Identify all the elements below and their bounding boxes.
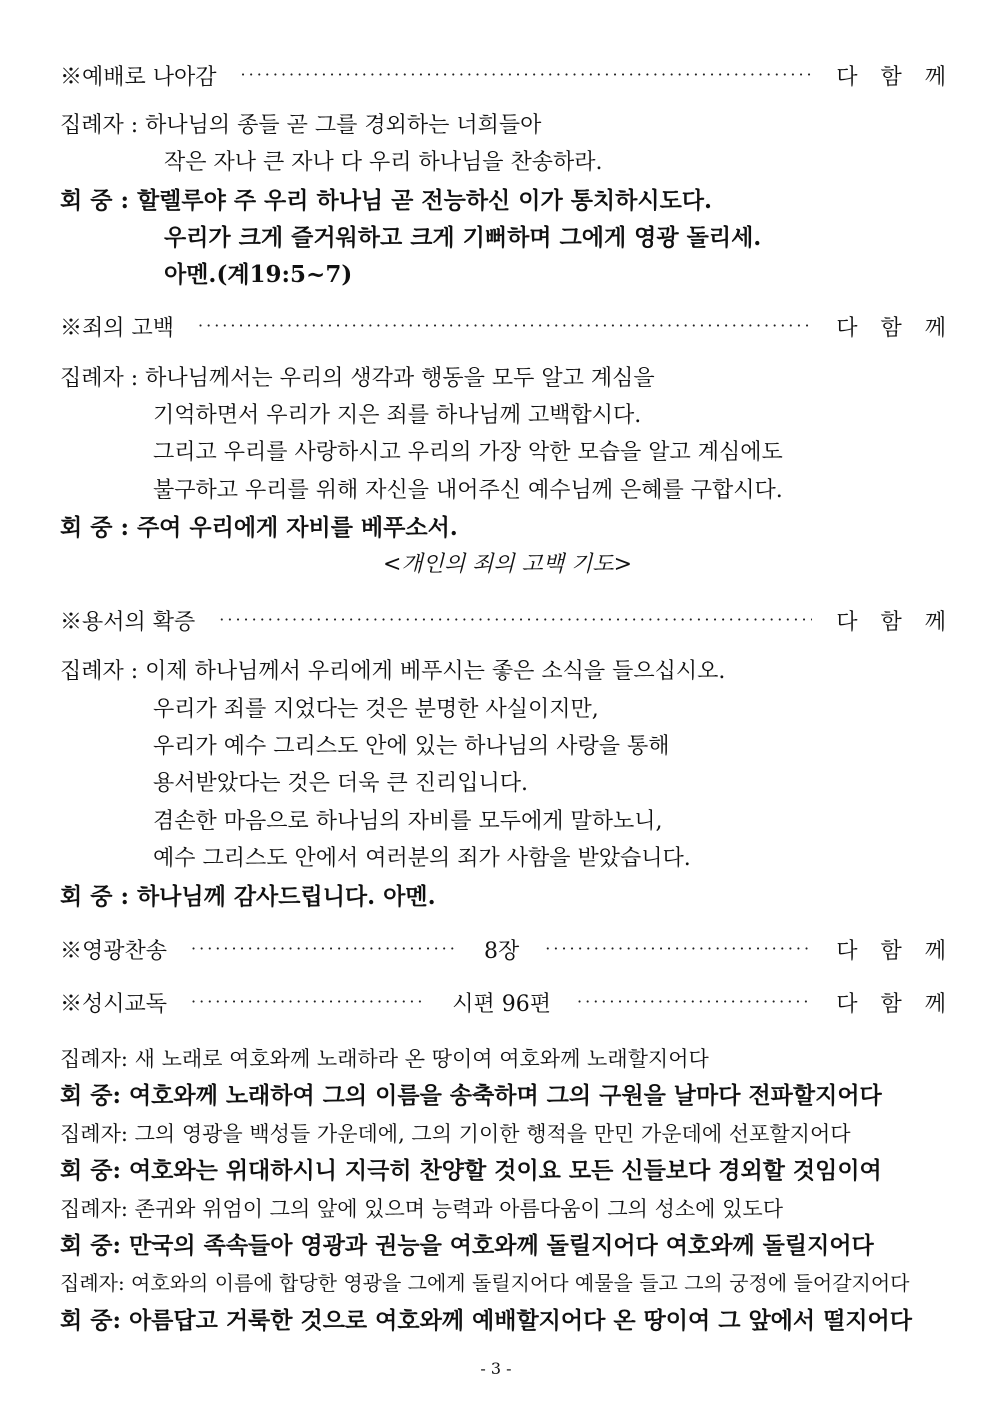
congregation-line: 우리가 크게 즐거워하고 크게 기뻐하며 그에게 영광 돌리세. xyxy=(164,224,762,251)
liturgy-line: 기억하면서 우리가 지은 죄를 하나님께 고백합시다. xyxy=(153,403,642,428)
section-title: ※영광찬송 xyxy=(60,938,168,964)
reading-leader-line: 집례자: 그의 영광을 백성들 가운데에, 그의 기이한 행적을 만민 가운데에 선포할지어다 xyxy=(60,1122,851,1146)
hymn-number: 8장 xyxy=(484,938,520,964)
liturgy-line: 불구하고 우리를 위해 자신을 내어주신 예수님께 은혜를 구합시다. xyxy=(153,478,783,503)
reading-congregation-line: 회 중: 여호와께 노래하여 그의 이름을 송축하며 그의 구원을 날마다 전파할지어다 xyxy=(60,1082,882,1109)
section-participants: 다 함 께 xyxy=(836,938,955,964)
leader-dots xyxy=(191,987,426,1017)
reading-leader-line: 집례자: 새 노래로 여호와께 노래하라 온 땅이여 여호와께 노래할지어다 xyxy=(60,1047,709,1071)
leader-dots xyxy=(545,934,812,964)
section-participants: 다 함 께 xyxy=(836,991,955,1017)
liturgy-line: 집례자 : 이제 하나님께서 우리에게 베푸시는 좋은 소식을 들으십시오. xyxy=(60,659,726,684)
reading-congregation-line: 회 중: 아름답고 거룩한 것으로 여호와께 예배할지어다 온 땅이여 그 앞에서 떨지어다 xyxy=(60,1307,912,1334)
congregation-line: 회 중 : 하나님께 감사드립니다. 아멘. xyxy=(60,883,436,910)
liturgy-line: 우리가 예수 그리스도 안에 있는 하나님의 사랑을 통해 xyxy=(153,734,670,759)
leader-dots xyxy=(191,934,458,964)
reading-leader-line: 집례자: 여호와의 이름에 합당한 영광을 그에게 돌릴지어다 예물을 들고 그의 궁정에 들어갈지어다 xyxy=(60,1271,910,1295)
section-title: ※죄의 고백 xyxy=(60,315,175,341)
scripture-reference: 아멘.(계19:5~7) xyxy=(164,261,353,288)
section-title: ※성시교독 xyxy=(60,991,168,1017)
liturgy-line: 집례자 : 하나님께서는 우리의 생각과 행동을 모두 알고 계심을 xyxy=(60,366,655,391)
reading-congregation-line: 회 중: 여호와는 위대하시니 지극히 찬양할 것이요 모든 신들보다 경외할 것임이여 xyxy=(60,1157,882,1184)
leader-dots xyxy=(241,60,813,90)
congregation-line: 회 중 : 주여 우리에게 자비를 베푸소서. xyxy=(60,514,458,541)
leader-dots xyxy=(198,311,812,341)
liturgy-line: 예수 그리스도 안에서 여러분의 죄가 사함을 받았습니다. xyxy=(153,846,691,871)
leader-dots xyxy=(577,987,812,1017)
section-participants: 다 함 께 xyxy=(836,64,954,90)
section-participants: 다 함 께 xyxy=(836,609,954,635)
section-heading-confession xyxy=(60,311,954,341)
section-heading-responsive-reading xyxy=(60,987,955,1017)
liturgy-line: 우리가 죄를 지었다는 것은 분명한 사실이지만, xyxy=(153,697,599,722)
page-number: - 3 - xyxy=(480,1359,512,1378)
liturgy-line: 그리고 우리를 사랑하시고 우리의 가장 악한 모습을 알고 계심에도 xyxy=(153,440,783,465)
section-title: ※예배로 나아감 xyxy=(60,64,217,90)
section-title: ※용서의 확증 xyxy=(60,609,196,635)
congregation-line: 회 중 : 할렐루야 주 우리 하나님 곧 전능하신 이가 통치하시도다. xyxy=(60,187,713,214)
reading-leader-line: 집례자: 존귀와 위엄이 그의 앞에 있으며 능력과 아름다움이 그의 성소에 있도다 xyxy=(60,1197,783,1221)
psalm-reference: 시편 96편 xyxy=(452,991,552,1017)
liturgy-line: 작은 자나 큰 자나 다 우리 하나님을 찬송하라. xyxy=(164,150,603,175)
section-heading-approach xyxy=(60,60,954,90)
section-heading-assurance xyxy=(60,605,954,635)
reading-congregation-line: 회 중: 만국의 족속들아 영광과 권능을 여호와께 돌릴지어다 여호와께 돌릴지어다 xyxy=(60,1232,874,1259)
liturgy-line: 용서받았다는 것은 더욱 큰 진리입니다. xyxy=(153,771,528,796)
liturgy-line: 집례자 : 하나님의 종들 곧 그를 경외하는 너희들아 xyxy=(60,113,542,138)
leader-dots xyxy=(219,605,812,635)
prayer-note: <개인의 죄의 고백 기도> xyxy=(383,552,633,577)
liturgy-line: 겸손한 마음으로 하나님의 자비를 모두에게 말하노니, xyxy=(153,809,663,834)
section-heading-gloria xyxy=(60,934,955,964)
section-participants: 다 함 께 xyxy=(836,315,954,341)
